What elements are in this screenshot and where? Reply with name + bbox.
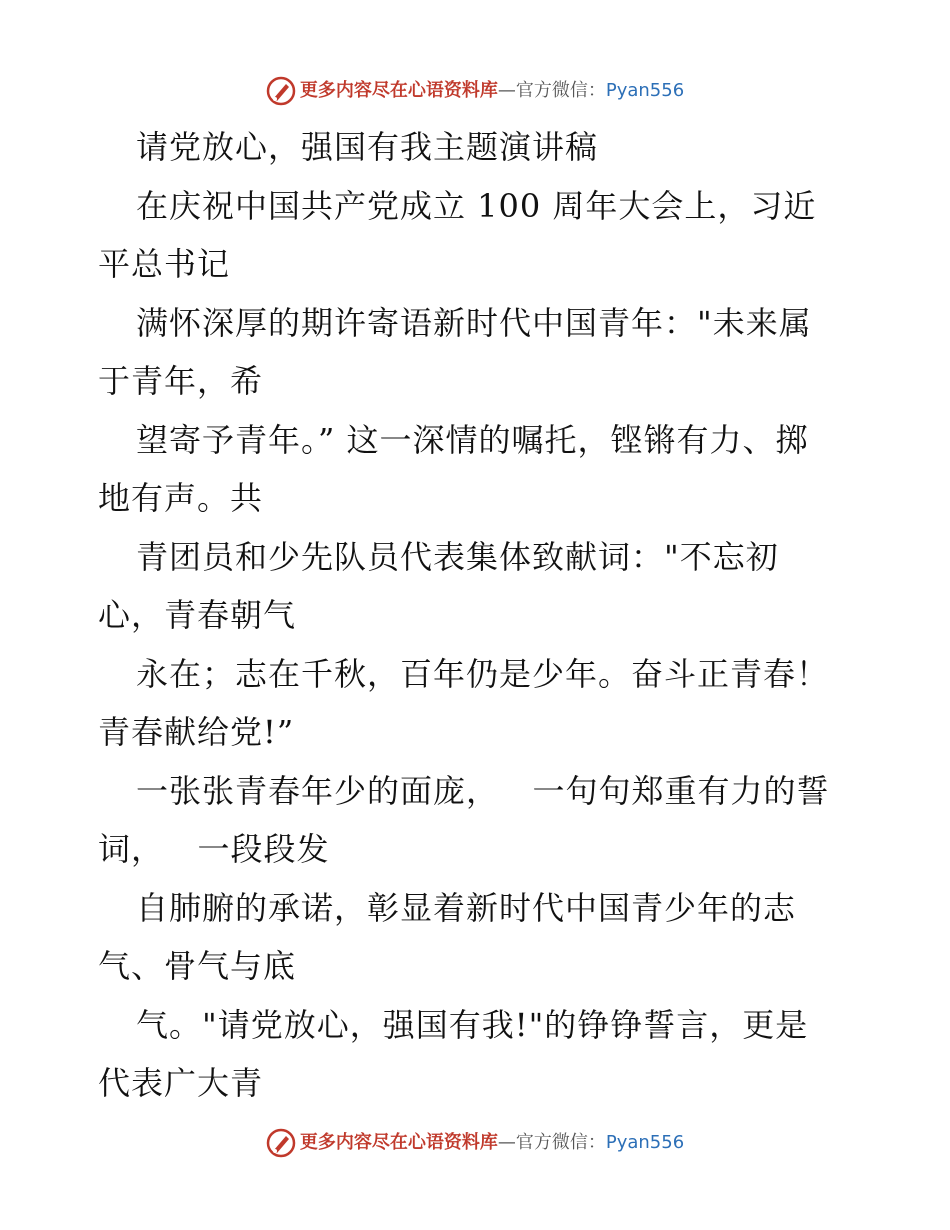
paragraph-line: 永在；志在千秋，百年仍是少年。奋斗正青春！ — [136, 654, 830, 693]
paragraph-line: 青团员和少先队员代表集体致献词："不忘初 — [136, 537, 779, 576]
banner-dash: — — [497, 1132, 516, 1153]
banner-brand-text: 更多内容尽在心语资料库 — [299, 80, 498, 101]
paragraph-line: 代表广大青 — [98, 1064, 264, 1102]
paragraph-line: 于青年，希 — [98, 362, 264, 400]
footer-watermark-banner — [0, 1128, 950, 1158]
paragraph-line: 地有声。共 — [98, 479, 264, 517]
banner-wechat-label: 官方微信： — [515, 80, 606, 101]
paragraph-line: 满怀深厚的期许寄语新时代中国青年："未来属 — [136, 303, 812, 342]
paragraph-line: 一张张青春年少的面庞， 一句句郑重有力的誓 — [136, 771, 830, 810]
banner-brand-text: 更多内容尽在心语资料库 — [299, 1132, 498, 1153]
pen-logo-icon — [266, 76, 296, 106]
document-title: 请党放心，强国有我主题演讲稿 — [136, 128, 599, 166]
header-watermark-banner — [0, 76, 950, 106]
pen-logo-icon — [266, 1128, 296, 1158]
paragraph-line: 自肺腑的承诺，彰显着新时代中国青少年的志 — [136, 888, 797, 927]
paragraph-line: 气、骨气与底 — [98, 947, 297, 985]
paragraph-line: 在庆祝中国共产党成立 100 周年大会上，习近 — [136, 186, 817, 225]
banner-wechat-id: Pyan556 — [605, 80, 685, 101]
banner-wechat-label: 官方微信： — [515, 1132, 606, 1153]
paragraph-line: 青春献给党!” — [98, 713, 295, 751]
paragraph-line: 心，青春朝气 — [98, 596, 297, 634]
paragraph-line: 气。"请党放心，强国有我!"的铮铮誓言，更是 — [136, 1005, 809, 1044]
document-body — [98, 118, 858, 1113]
banner-wechat-id: Pyan556 — [605, 1132, 685, 1153]
paragraph-line: 望寄予青年。” 这一深情的嘱托，铿锵有力、掷 — [136, 420, 809, 459]
banner-dash: — — [497, 80, 516, 101]
paragraph-line: 词， 一段段发 — [98, 830, 330, 868]
paragraph-line: 平总书记 — [98, 245, 231, 283]
